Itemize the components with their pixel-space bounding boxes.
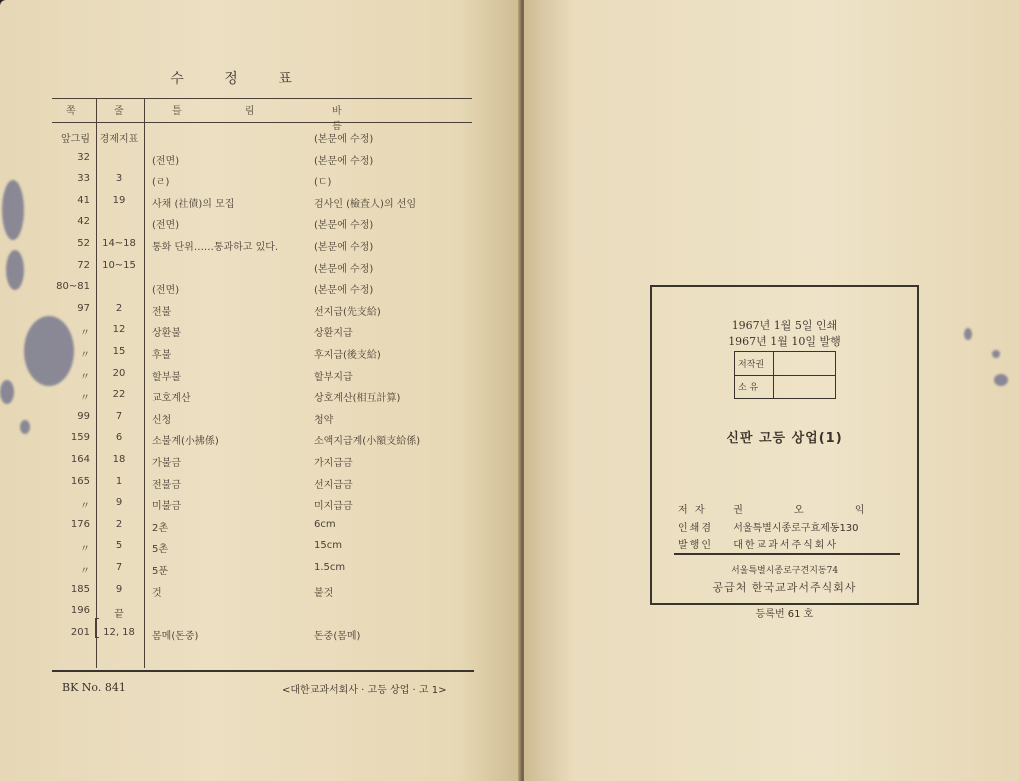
cell-page: 〃 xyxy=(80,544,90,556)
header-page: 쪽 xyxy=(66,106,76,117)
printer-key: 인쇄겸 xyxy=(678,523,713,534)
cell-page: 52 xyxy=(77,238,90,249)
ink-stain xyxy=(0,380,14,404)
cell-right: 돈중(몸메) xyxy=(314,630,361,642)
cell-line: 7 xyxy=(115,562,123,573)
errata-title: 수 정 표 xyxy=(170,71,310,87)
registration-number: 등록번 61 호 xyxy=(755,609,814,620)
cell-line: 9 xyxy=(115,497,123,509)
cell-page: 〃 xyxy=(80,501,90,513)
cell-line: 6 xyxy=(115,432,123,444)
header-right: 바 름 xyxy=(332,106,402,132)
publisher-note: <대한교과서회사 · 고등 상업 · 고 1> xyxy=(282,685,447,696)
stamp-rule xyxy=(735,375,835,376)
cell-wrong: 교호계산 xyxy=(152,393,191,405)
cell-right: 선지급(先支給) xyxy=(314,306,381,318)
issue-date: 1967년 1월 10일 발행 xyxy=(728,335,841,348)
cell-wrong: 5푼 xyxy=(152,566,169,577)
book-code: BK No. 841 xyxy=(62,681,126,694)
cell-right: 할부지급 xyxy=(314,371,353,383)
stamp-label: 저작권 xyxy=(738,360,765,370)
ink-stain xyxy=(992,350,1000,358)
cell-wrong: 가불금 xyxy=(152,458,181,469)
cell-right: (ㄷ) xyxy=(314,177,332,189)
cell-page: 32 xyxy=(77,151,90,163)
cell-page: 176 xyxy=(70,518,90,530)
cell-wrong: 것 xyxy=(152,587,162,599)
cell-page: 201 xyxy=(70,626,90,638)
bracket-mark xyxy=(95,618,99,638)
table-row xyxy=(52,366,472,386)
cell-wrong: (ㄹ) xyxy=(152,177,170,189)
ink-stain xyxy=(964,328,972,340)
cell-page: 72 xyxy=(77,259,90,271)
cell-wrong: 후불 xyxy=(152,350,172,361)
table-row xyxy=(52,387,472,407)
cell-line: 경제지표 xyxy=(99,134,139,145)
table-row xyxy=(52,452,472,472)
cell-wrong: 미불금 xyxy=(152,501,181,513)
author-value: 권 오 익 xyxy=(733,505,889,516)
cell-line: 5 xyxy=(115,540,123,552)
cell-page: 196 xyxy=(70,605,90,617)
cell-right: (본문에 수정) xyxy=(314,285,374,297)
cell-line: 2 xyxy=(115,518,123,530)
cell-right: 소액지급계(小額支給係) xyxy=(314,436,421,448)
colophon-box xyxy=(650,285,919,605)
cell-right: (본문에 수정) xyxy=(314,220,374,232)
cell-page: 〃 xyxy=(80,350,90,361)
cell-line: 끝 xyxy=(114,609,124,621)
cell-line: 1 xyxy=(115,475,123,487)
cell-page: 〃 xyxy=(80,566,90,577)
cell-wrong: (전면) xyxy=(152,285,180,297)
cell-page: 42 xyxy=(77,216,90,228)
publisher-key: 발행인 xyxy=(678,540,713,551)
cell-page: 185 xyxy=(70,583,90,595)
cell-right: (본문에 수정) xyxy=(314,134,374,145)
cell-page: 164 xyxy=(70,454,90,465)
table-row xyxy=(52,474,472,494)
cell-line: 19 xyxy=(112,194,126,206)
cell-page: 〃 xyxy=(80,393,90,405)
table-row xyxy=(52,603,472,623)
author-key: 저 자 xyxy=(678,505,707,516)
table-row xyxy=(52,560,472,580)
cell-right: 가지급금 xyxy=(314,458,353,469)
cell-line: 12 xyxy=(112,324,126,336)
cell-line: 15 xyxy=(112,346,126,357)
cell-page: 165 xyxy=(70,475,90,487)
table-row xyxy=(52,538,472,558)
cell-wrong: 신청 xyxy=(152,414,172,426)
cell-right: 1.5cm xyxy=(314,562,346,573)
table-row xyxy=(52,409,472,429)
table-row xyxy=(52,430,472,450)
cell-wrong: 통화 단위……통과하고 있다. xyxy=(152,242,279,253)
cell-right: 15cm xyxy=(314,540,342,552)
cell-line: 12, 18 xyxy=(103,626,135,638)
cell-right: 청약 xyxy=(314,414,334,426)
table-row xyxy=(52,128,472,148)
table-row xyxy=(52,258,472,278)
cell-line: 9 xyxy=(115,583,123,595)
table-row xyxy=(52,582,472,602)
cell-page: 41 xyxy=(77,194,90,206)
errata-table xyxy=(52,98,472,668)
colophon-rule xyxy=(674,553,900,555)
cell-wrong: 소불계(小拂係) xyxy=(152,436,219,448)
cell-right: (본문에 수정) xyxy=(314,155,374,167)
cell-line: 7 xyxy=(115,410,123,422)
cell-page: 99 xyxy=(77,410,90,422)
cell-wrong: 5촌 xyxy=(152,544,169,556)
cell-page: 앞그림 xyxy=(61,134,90,145)
cell-page: 〃 xyxy=(80,328,90,340)
cell-right: 선지급금 xyxy=(314,479,353,491)
cell-wrong: 사채 (社債)의 모집 xyxy=(152,198,235,210)
table-row xyxy=(52,171,472,191)
table-row xyxy=(52,214,472,234)
cell-wrong: 할부불 xyxy=(152,371,181,383)
footer-rule xyxy=(52,670,474,672)
table-row xyxy=(52,236,472,256)
cell-right: 검사인 (檢査人)의 선임 xyxy=(314,198,417,210)
ink-stain xyxy=(2,180,24,240)
cell-page: 33 xyxy=(77,173,90,185)
print-date: 1967년 1월 5일 인쇄 xyxy=(731,319,838,332)
cell-line: 18 xyxy=(112,454,126,465)
cell-right: 상환지급 xyxy=(314,328,353,340)
publisher-value: 대한교과서주식회사 xyxy=(733,540,839,551)
cell-wrong: 전불금 xyxy=(152,479,181,491)
cell-page: 〃 xyxy=(80,371,90,383)
header-line: 줄 xyxy=(114,106,124,117)
cell-right: 미지급금 xyxy=(314,501,353,513)
author-line xyxy=(678,501,889,516)
book-title: 신판 고등 상업(1) xyxy=(726,431,843,446)
supplier: 공급처 한국교과서주식회사 xyxy=(712,581,857,594)
table-row xyxy=(52,279,472,299)
cell-line: 2 xyxy=(115,302,123,314)
table-row xyxy=(52,301,472,321)
cell-right: (본문에 수정) xyxy=(314,263,374,275)
ink-stain xyxy=(994,374,1008,386)
cell-wrong: (전면) xyxy=(152,155,180,167)
cell-page: 159 xyxy=(70,432,90,444)
cell-line: 20 xyxy=(112,367,126,379)
cell-right: 상호계산(相互計算) xyxy=(314,393,401,405)
printer-line xyxy=(678,519,859,534)
table-row xyxy=(52,193,472,213)
ink-stain xyxy=(6,250,24,290)
copyright-stamp-box xyxy=(734,351,836,399)
cell-right: 6cm xyxy=(314,518,336,530)
cell-wrong: 전불 xyxy=(152,306,172,318)
supplier-address: 서울특별시종로구견지동74 xyxy=(730,566,839,576)
cell-right: 붙것 xyxy=(314,587,334,599)
table-row xyxy=(52,517,472,537)
cell-right: 후지급(後支給) xyxy=(314,350,381,361)
table-row xyxy=(52,625,472,645)
stamp-label: 소 유 xyxy=(738,383,759,393)
cell-line: 3 xyxy=(115,173,123,185)
cell-wrong: (전면) xyxy=(152,220,180,232)
publisher-line xyxy=(678,536,838,551)
cell-line: 14~18 xyxy=(102,238,136,249)
stamp-rule xyxy=(773,352,774,398)
header-wrong: 틀 림 xyxy=(172,106,285,117)
table-rule xyxy=(52,98,472,99)
cell-wrong: 상환불 xyxy=(152,328,181,340)
cell-right: (본문에 수정) xyxy=(314,242,374,253)
ink-stain xyxy=(20,420,30,434)
cell-wrong: 몸메(돈중) xyxy=(152,630,199,642)
table-row xyxy=(52,344,472,364)
cell-page: 97 xyxy=(77,302,90,314)
cell-line: 22 xyxy=(112,389,126,401)
cell-line: 10~15 xyxy=(102,259,136,271)
table-row xyxy=(52,322,472,342)
printer-value: 서울특별시종로구효제동130 xyxy=(733,523,859,534)
table-row xyxy=(52,495,472,515)
cell-page: 80~81 xyxy=(56,281,90,293)
cell-wrong: 2촌 xyxy=(152,522,169,534)
table-row xyxy=(52,150,472,170)
